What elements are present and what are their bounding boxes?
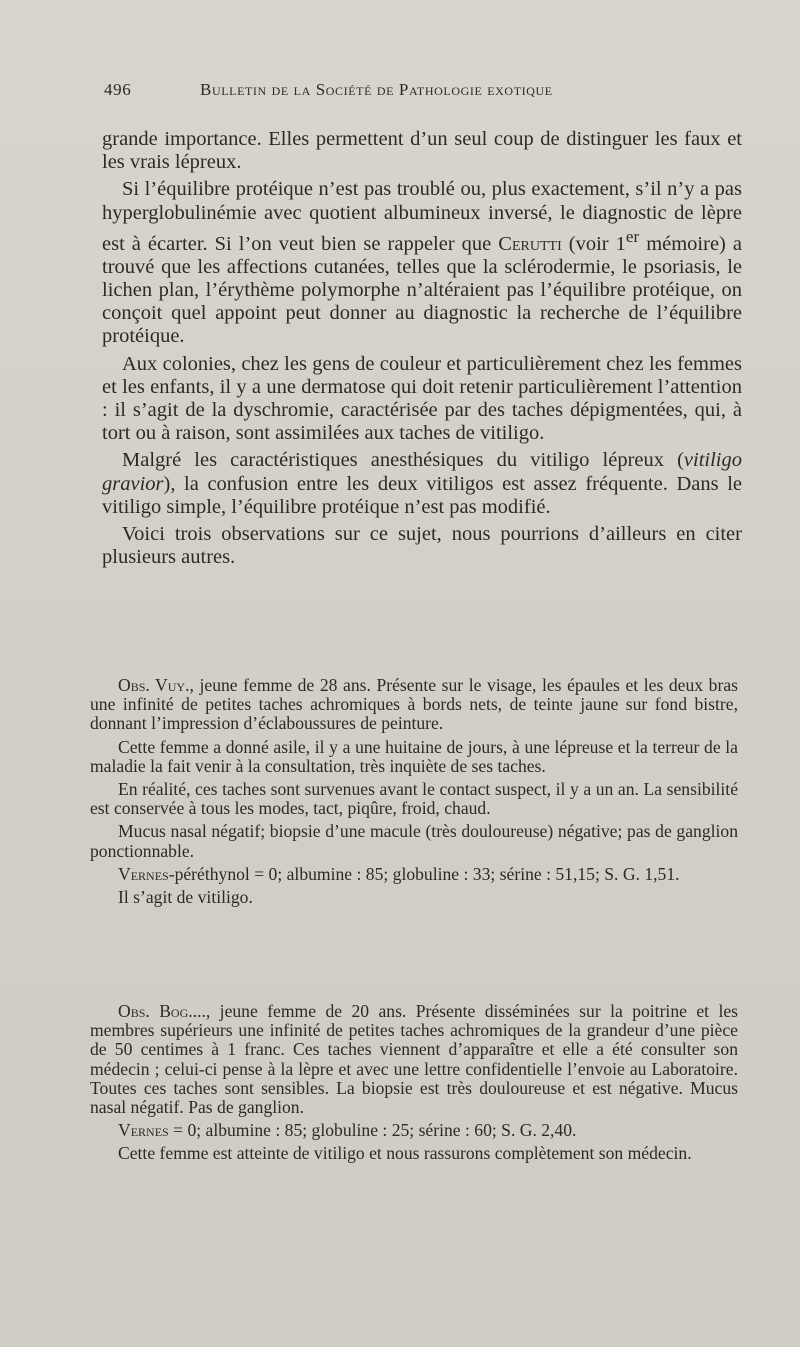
obs1-para-3: En réalité, ces taches sont survenues avant le contact suspect, il y a un an. La sensibilité est conservée à tous les modes, tact, piqûre, froid, chaud. — [90, 779, 738, 819]
paragraph-5: Voici trois observations sur ce sujet, nous pourrions d’ailleurs en citer plusieurs autres. — [102, 523, 742, 569]
obs1-lab-results: Vernes-péréthynol = 0; albumine : 85; globuline : 33; sérine : 51,15; S. G. 1,51. — [118, 863, 680, 884]
paragraph-1: grande importance. Elles permettent d’un seul coup de distinguer les faux et les vrais lépreux. — [102, 128, 742, 174]
observation-bog — [90, 1002, 738, 1164]
paragraph-4: Malgré les caractéristiques anesthésiques du vitiligo lépreux (vitiligo gravior), la confusion entre les deux vitiligos est assez fréquente. Dans le vitiligo simple, l’équilibre protéique n’est pas modifié. — [102, 449, 742, 518]
obs2-lab-results: Vernes = 0; albumine : 85; globuline : 25; sérine : 60; S. G. 2,40. — [118, 1120, 577, 1141]
main-text — [102, 128, 742, 569]
author-name: Cerutti — [498, 232, 562, 255]
paragraph-3: Aux colonies, chez les gens de couleur et particulièrement chez les femmes et les enfants, il y a une dermatose qui doit retenir particulièrement l’attention : il s’agit de la dyschromie, caractérisée par des taches dépigmentées, qui, à tort ou à raison, sont assimilées aux taches de vitiligo. — [102, 352, 742, 445]
observation-vuy — [90, 676, 738, 907]
obs1-para-4: Mucus nasal négatif; biopsie d’une macule (très douloureuse) négative; pas de ganglion ponctionnable. — [90, 821, 738, 861]
obs1-label: Obs. Vuy. — [118, 675, 190, 695]
obs2-conclusion: Cette femme est atteinte de vitiligo et nous rassurons complètement son médecin. — [118, 1143, 692, 1164]
latin-term: vitiligo gravior — [102, 449, 742, 495]
obs2-intro: Obs. Bog...., jeune femme de 20 ans. Présente disséminées sur la poitrine et les membres supérieurs une infinité de petites taches achromiques de la grandeur d’une pièce de 50 centimes à 1 franc. Ces taches viennent d’apparaître et elle a été consulter son médecin ; celui-ci pense à la lèpre et avec une lettre confidentielle l’envoie au Laboratoire. Toutes ces taches sont sensibles. La biopsie est très douloureuse et est négative. Mucus nasal négatif. Pas de ganglion. — [90, 1001, 738, 1118]
paragraph-2: Si l’équilibre protéique n’est pas troublé ou, plus exactement, s’il n’y a pas hyperglobulinémie avec quotient albumineux inversé, le diagnostic de lèpre est à écarter. Si l’on veut bien se rappeler que Cerutti (voir 1er mémoire) a trouvé que les affections cutanées, telles que la sclérodermie, le psoriasis, le lichen plan, l’érythème polymorphe n’altéraient pas l’équilibre protéique, on conçoit quel appoint peut donner au diagnostic la recherche de l’équilibre protéique. — [102, 178, 742, 348]
page-number: 496 — [104, 80, 132, 99]
obs2-label: Obs. Bog. — [118, 1001, 193, 1021]
obs1-intro: Obs. Vuy., jeune femme de 28 ans. Présente sur le visage, les épaules et les deux bras une infinité de petites taches achromiques à bords nets, de teinte jaune sur fond bistre, donnant l’impression d’éclaboussures de peinture. — [90, 675, 738, 734]
obs1-conclusion: Il s’agit de vitiligo. — [118, 887, 253, 908]
running-title: Bulletin de la Société de Pathologie exotique — [200, 80, 553, 99]
obs1-para-2: Cette femme a donné asile, il y a une huitaine de jours, à une lépreuse et la terreur de la maladie la fait venir à la consultation, très inquiète de ses taches. — [90, 736, 738, 776]
